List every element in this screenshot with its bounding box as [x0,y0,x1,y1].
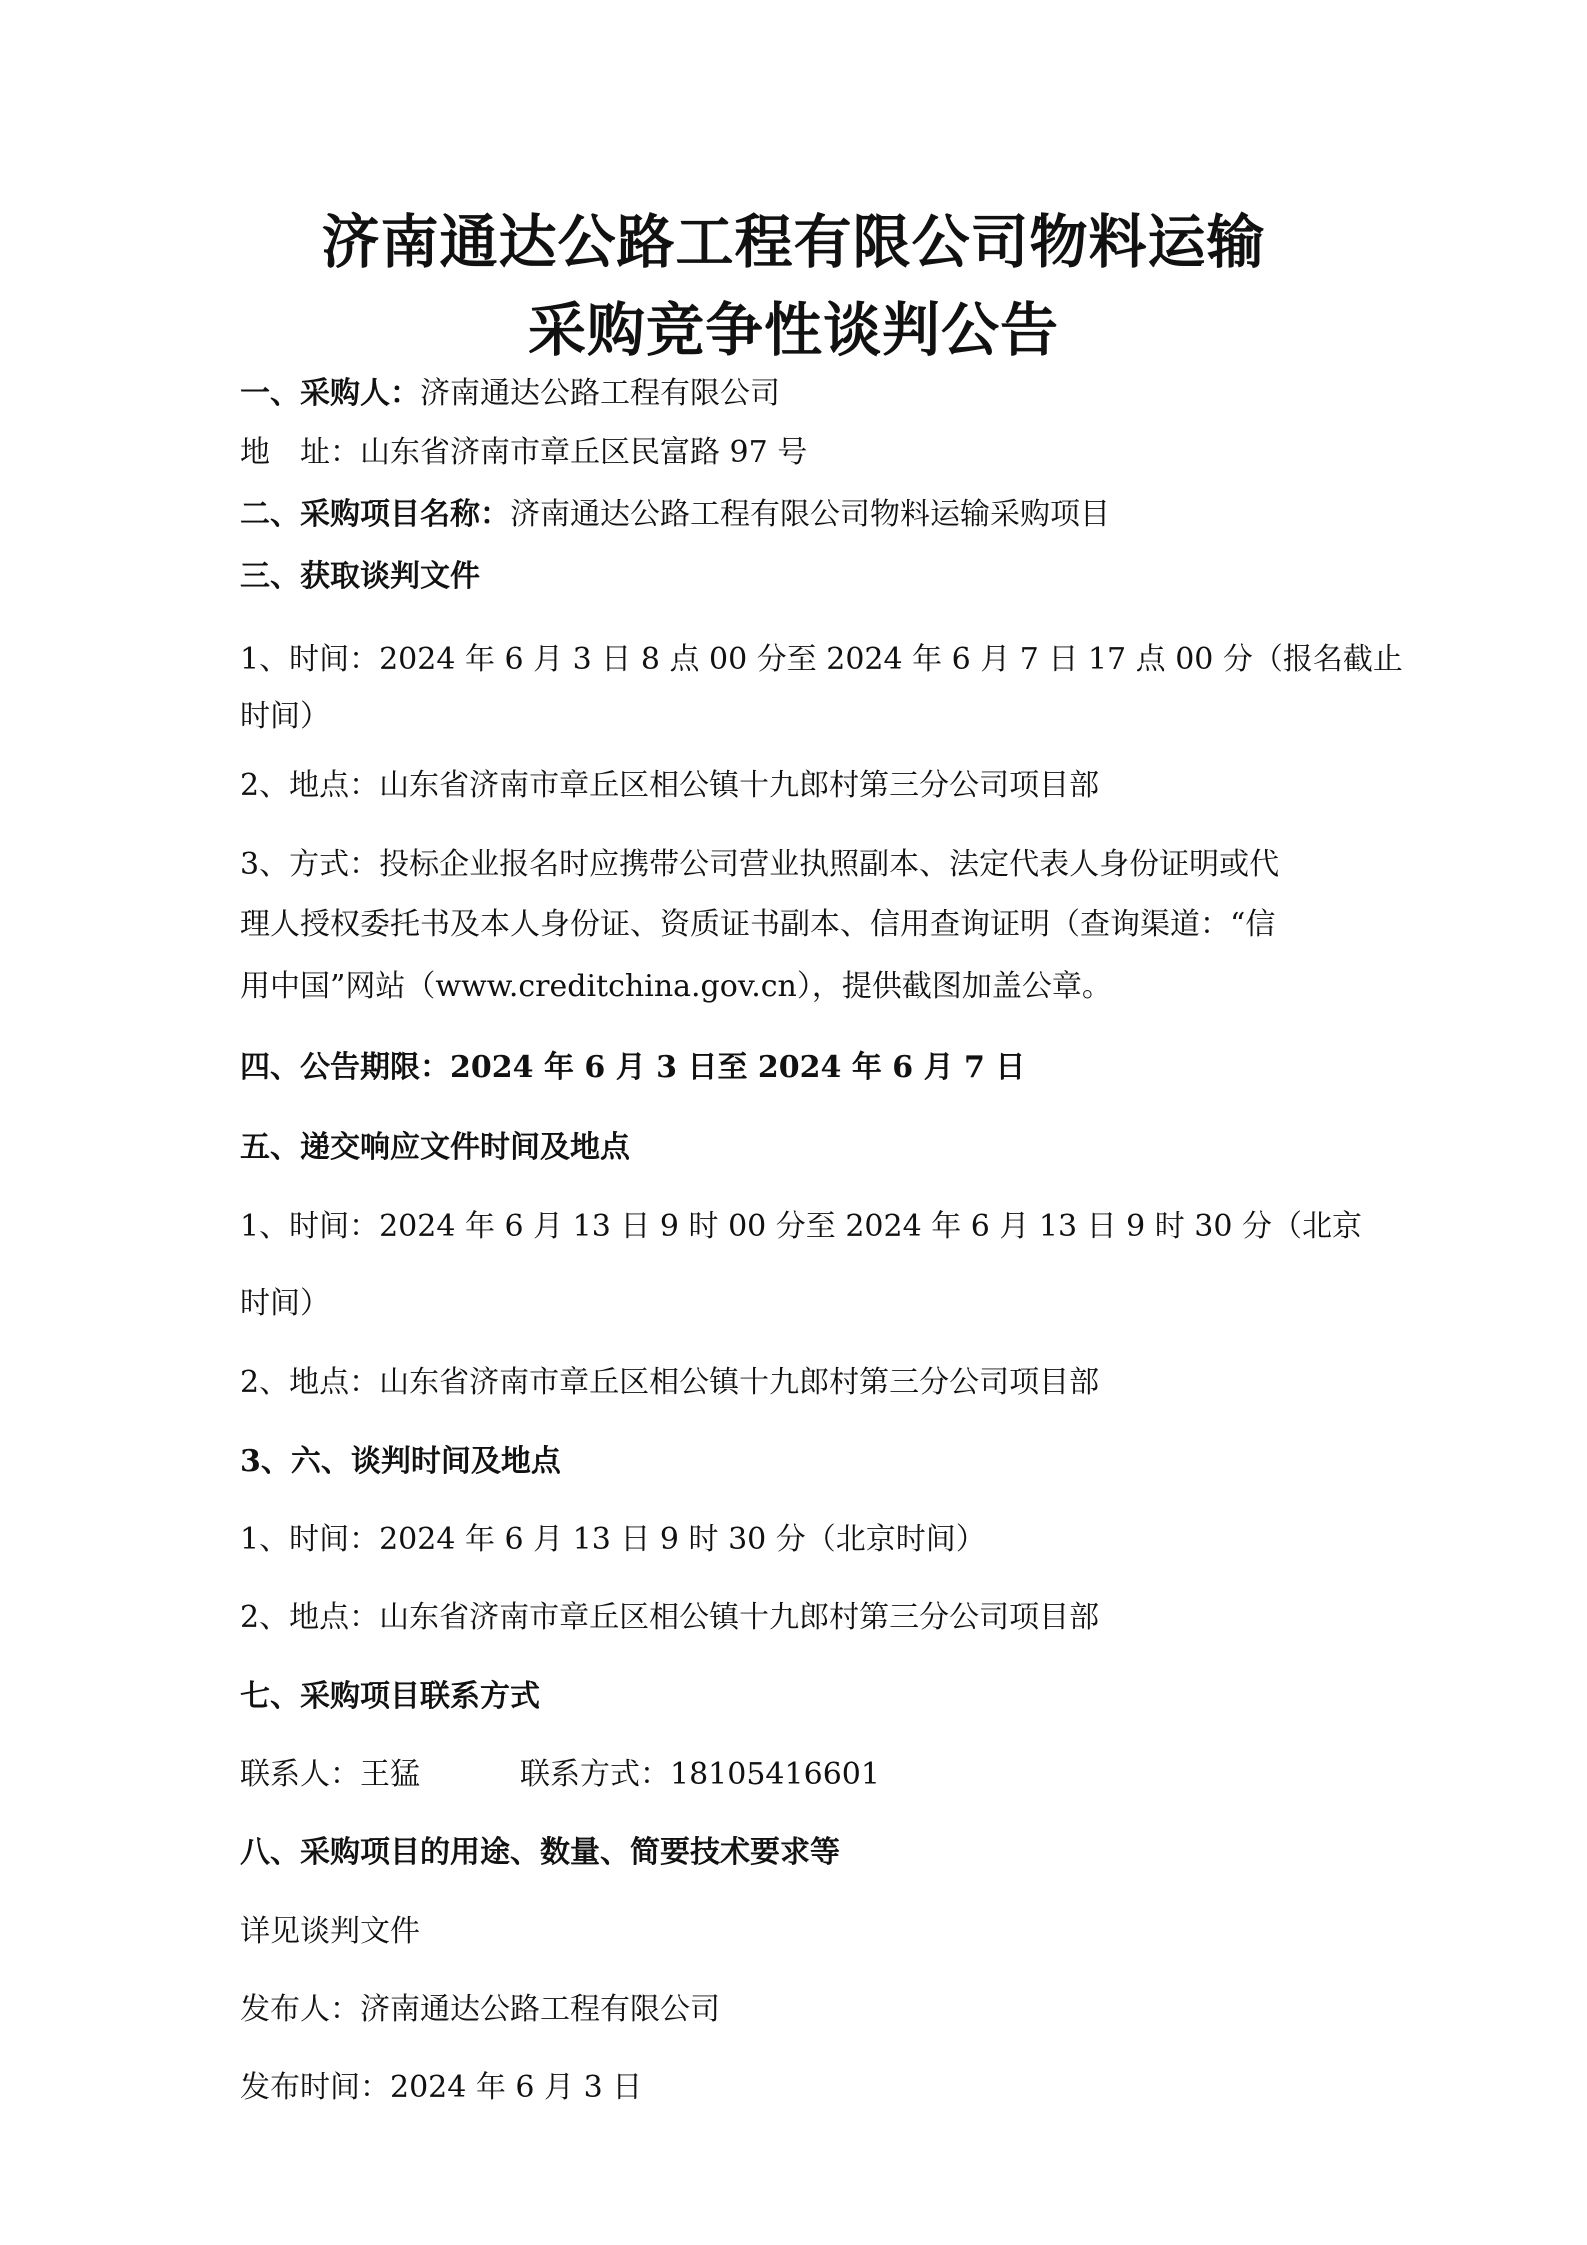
section-8-heading: 八、采购项目的用途、数量、简要技术要求等 [240,1835,840,1870]
section-3-time-line-1: 1、时间：2024 年 6 月 3 日 8 点 00 分至 2024 年 6 月 7 日 17 点 00 分（报名截止 [240,642,1403,677]
contact-phone: 联系方式：18105416601 [520,1757,880,1792]
section-3-time-line-2: 时间） [240,699,330,734]
section-3-method-line-2: 理人授权委托书及本人身份证、资质证书副本、信用查询证明（查询渠道：“信 [240,907,1276,942]
project-name-value: 济南通达公路工程有限公司物料运输采购项目 [510,497,1110,532]
section-5-heading: 五、递交响应文件时间及地点 [240,1130,630,1165]
contact-person: 联系人：王猛 [240,1757,420,1792]
project-name-label: 二、采购项目名称： [240,497,510,532]
project-name-line [240,495,1110,535]
section-3-place: 2、地点：山东省济南市章丘区相公镇十九郎村第三分公司项目部 [240,768,1100,803]
purchaser-label: 一、采购人： [240,376,420,411]
section-3-method-line-1: 3、方式：投标企业报名时应携带公司营业执照副本、法定代表人身份证明或代 [240,847,1280,882]
document-title-line-2: 采购竞争性谈判公告 [527,296,1059,364]
section-8-detail: 详见谈判文件 [240,1914,420,1949]
section-7-heading: 七、采购项目联系方式 [240,1679,540,1714]
publish-time-line: 发布时间：2024 年 6 月 3 日 [240,2070,643,2105]
section-4-notice-period: 四、公告期限：2024 年 6 月 3 日至 2024 年 6 月 7 日 [240,1050,1026,1085]
document-title-line-1: 济南通达公路工程有限公司物料运输 [321,208,1266,276]
purchaser-line [240,374,780,414]
address-value: 山东省济南市章丘区民富路 97 号 [360,435,808,470]
contact-line [240,1755,880,1795]
section-3-method-line-3: 用中国”网站（www.creditchina.gov.cn），提供截图加盖公章。 [240,969,1112,1004]
section-5-time-line-1: 1、时间：2024 年 6 月 13 日 9 时 00 分至 2024 年 6 月 13 日 9 时 30 分（北京 [240,1209,1363,1244]
section-6-heading: 3、六、谈判时间及地点 [240,1444,561,1479]
publisher-line: 发布人：济南通达公路工程有限公司 [240,1992,720,2027]
section-3-heading: 三、获取谈判文件 [240,559,480,594]
section-5-place: 2、地点：山东省济南市章丘区相公镇十九郎村第三分公司项目部 [240,1365,1100,1400]
address-line [240,433,807,473]
section-6-time: 1、时间：2024 年 6 月 13 日 9 时 30 分（北京时间） [240,1522,986,1557]
address-label: 地 址： [240,435,360,470]
section-5-time-line-2: 时间） [240,1286,330,1321]
section-6-place: 2、地点：山东省济南市章丘区相公镇十九郎村第三分公司项目部 [240,1600,1100,1635]
purchaser-value: 济南通达公路工程有限公司 [420,376,780,411]
